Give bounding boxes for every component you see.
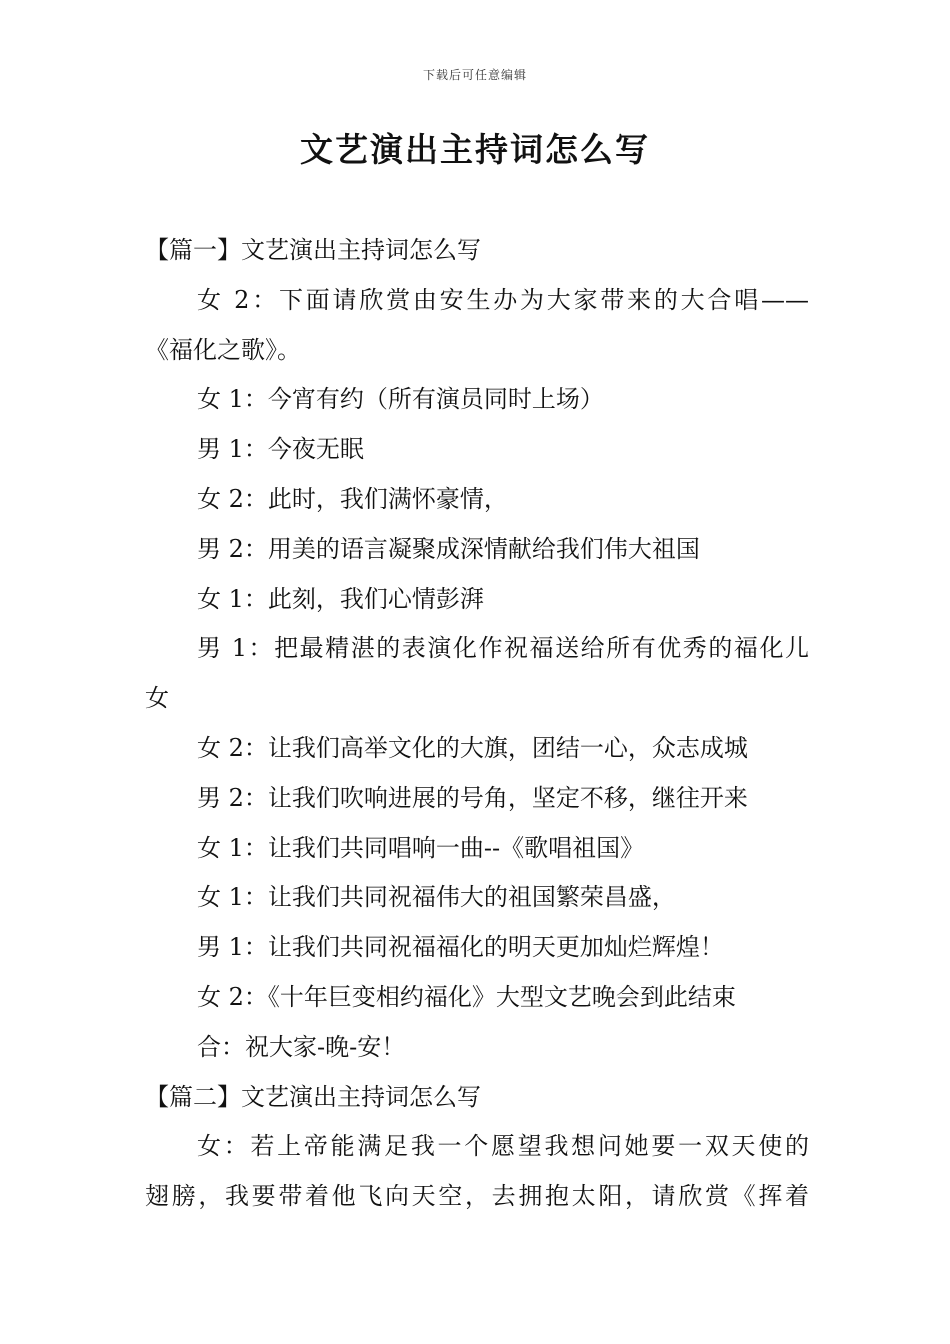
- paragraph-line: 女 2：让我们高举文化的大旗，团结一心，众志成城: [197, 733, 748, 762]
- document-body: [145, 226, 809, 1222]
- paragraph-line: 女 2：《十年巨变相约福化》大型文艺晚会到此结束: [197, 982, 736, 1011]
- paragraph-line: 女 2：此时，我们满怀豪情，: [197, 484, 508, 513]
- paragraph-line: 合：祝大家-晚-安！: [197, 1032, 406, 1061]
- document-title: 文艺演出主持词怎么写: [300, 130, 650, 169]
- paragraph-line: 男 1：今夜无眠: [197, 435, 364, 464]
- paragraph-line: 女 1：此刻，我们心情彭湃: [197, 584, 484, 613]
- paragraph-line: 男 1：把最精湛的表演化作祝福送给所有优秀的福化儿: [197, 634, 809, 663]
- paragraph-line: 翅膀，我要带着他飞向天空，去拥抱太阳，请欣赏《挥着: [145, 1182, 809, 1211]
- paragraph-line: 女 1：让我们共同唱响一曲--《歌唱祖国》: [197, 833, 645, 862]
- header-note: 下载后可任意编辑: [422, 68, 527, 82]
- paragraph-line: 男 1：让我们共同祝福福化的明天更加灿烂辉煌！: [197, 933, 724, 962]
- paragraph-line: 《福化之歌》。: [145, 335, 301, 364]
- paragraph-line: 女: [145, 684, 169, 713]
- section-heading-1: 【篇一】文艺演出主持词怎么写: [145, 236, 481, 264]
- paragraph-line: 男 2：用美的语言凝聚成深情献给我们伟大祖国: [197, 534, 700, 563]
- paragraph-line: 男 2：让我们吹响进展的号角，坚定不移，继往开来: [197, 783, 748, 812]
- section-heading-2: 【篇二】文艺演出主持词怎么写: [145, 1082, 481, 1111]
- paragraph-line: 女：若上帝能满足我一个愿望我想问她要一双天使的: [197, 1132, 809, 1161]
- paragraph-line: 女 1：让我们共同祝福伟大的祖国繁荣昌盛，: [197, 883, 676, 912]
- paragraph-line: 女 2：下面请欣赏由安生办为大家带来的大合唱——: [197, 285, 809, 314]
- paragraph-line: 女 1：今宵有约（所有演员同时上场）: [197, 385, 604, 414]
